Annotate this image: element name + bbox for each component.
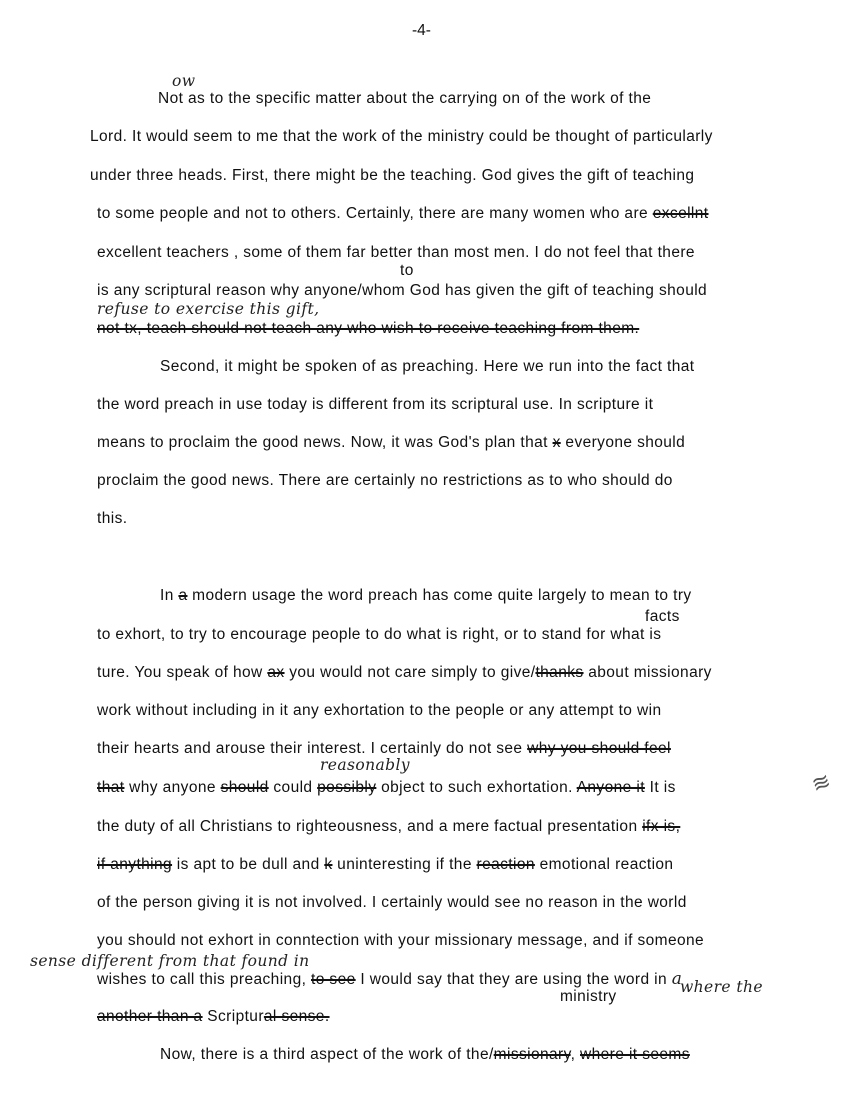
- text-line: [97, 818, 680, 836]
- text-segment: work without including in it any exhortation to the people or any attempt to win: [97, 702, 662, 719]
- text-segment: of the person giving it is not involved. I certainly would see no reason in the world: [97, 894, 687, 911]
- text-line: [97, 510, 127, 528]
- text-segment: the word preach in use today is different from its scriptural use. In scripture it: [97, 396, 654, 413]
- struck-text: to see: [311, 971, 356, 988]
- typed-insertion: facts: [645, 608, 680, 625]
- page-number: -4-: [412, 22, 431, 39]
- struck-text: k: [324, 856, 333, 873]
- struck-text: possibly: [317, 779, 377, 796]
- text-line: [90, 167, 694, 185]
- struck-text: another than a: [97, 1008, 203, 1025]
- text-line: [97, 664, 712, 682]
- text-line: [97, 932, 704, 950]
- text-segment: under three heads. First, there might be the teaching. God gives the gift of teaching: [90, 167, 695, 184]
- text-segment: their hearts and arouse their interest. I certainly do not see: [97, 740, 528, 757]
- struck-text: ax: [267, 664, 285, 681]
- margin-tick-marks: ≋: [808, 767, 834, 798]
- text-line: [97, 472, 673, 490]
- struck-text: al sense.: [263, 1008, 330, 1025]
- text-segment: I would say that they are using the word in: [355, 971, 672, 988]
- text-line: [97, 434, 685, 452]
- text-segment: Now, there is a third aspect of the work of the/: [160, 1046, 494, 1063]
- text-line: [97, 244, 695, 262]
- text-segment: why anyone: [124, 779, 221, 796]
- text-segment: the duty of all Christians to righteousness, and a mere factual presentation: [97, 818, 643, 835]
- text-segment: to exhort, to try to encourage people to do what is right, or to stand for what is: [97, 626, 662, 643]
- text-segment: excellent teachers , some of them far better than most men. I do not feel that there: [97, 244, 695, 261]
- handwritten-insertion: where the: [680, 978, 763, 996]
- struck-text: Anyone it: [576, 779, 645, 796]
- text-segment: Scriptur: [202, 1008, 264, 1025]
- struck-text: missionary: [493, 1046, 571, 1063]
- text-segment: modern usage the word preach has come quite largely to mean to try: [187, 587, 692, 604]
- text-segment: everyone should: [560, 434, 686, 451]
- text-segment: about missionary: [583, 664, 712, 681]
- text-segment: is any scriptural reason why anyone/whom God has given the gift of teaching should: [97, 282, 708, 299]
- text-line: [97, 282, 707, 300]
- struck-text: that: [97, 779, 125, 796]
- text-line: [97, 205, 709, 223]
- text-segment: this.: [97, 510, 128, 527]
- struck-text: reaction: [476, 856, 535, 873]
- text-segment: In: [160, 587, 179, 604]
- struck-text: ifx is,: [642, 818, 681, 835]
- struck-text: should: [220, 779, 269, 796]
- handwritten-text: a: [671, 969, 682, 989]
- text-line: [97, 970, 681, 989]
- handwritten-insertion: refuse to exercise this gift,: [97, 300, 320, 318]
- text-segment: ture. You speak of how: [97, 664, 268, 681]
- text-line: [97, 894, 687, 912]
- text-segment: Not: [158, 90, 184, 107]
- text-segment: you should not exhort in conntection with your missionary message, and if someone: [97, 932, 705, 949]
- text-segment: could: [268, 779, 318, 796]
- struck-text: where it seems: [580, 1046, 690, 1063]
- text-segment: Second, it might be spoken of as preaching. Here we run into the fact that: [160, 358, 695, 375]
- struck-text: if anything: [97, 856, 173, 873]
- text-line: [160, 1046, 690, 1064]
- struck-text: thanks: [535, 664, 584, 681]
- struck-text: not tx, teach should not teach any who wish to receive teaching from them.: [97, 320, 640, 337]
- text-line: [97, 1008, 330, 1026]
- text-line: [158, 90, 651, 108]
- text-segment: proclaim the good news. There are certainly no restrictions as to who should do: [97, 472, 673, 489]
- text-line: [97, 702, 661, 720]
- text-segment: is apt to be dull and: [172, 856, 325, 873]
- text-line: [160, 358, 695, 376]
- text-segment: you would not care simply to give/: [284, 664, 536, 681]
- text-line: [97, 779, 676, 797]
- struck-text: why you should feel: [527, 740, 671, 757]
- typed-insertion: ministry: [560, 988, 617, 1005]
- text-line: [90, 128, 713, 146]
- text-segment: Lord. It would seem to me that the work of the ministry could be thought of particularly: [90, 128, 713, 145]
- text-segment: wishes to call this preaching,: [97, 971, 311, 988]
- text-segment: ,: [570, 1046, 581, 1063]
- struck-text: excellnt: [652, 205, 709, 222]
- text-line: [97, 856, 673, 874]
- handwritten-insertion: ow: [172, 72, 196, 90]
- struck-text: x: [552, 434, 561, 451]
- text-segment: uninteresting if the: [332, 856, 477, 873]
- text-line: [160, 587, 692, 605]
- text-line: [97, 626, 661, 644]
- struck-text: a: [178, 587, 188, 604]
- typed-insertion: to: [400, 262, 414, 279]
- handwritten-insertion: reasonably: [320, 756, 410, 774]
- text-line: [97, 396, 653, 414]
- handwritten-insertion: sense different from that found in: [30, 952, 310, 970]
- text-segment: as to the specific matter about the carrying on of the work of the: [183, 90, 652, 107]
- text-line: [97, 320, 639, 338]
- text-segment: emotional reaction: [534, 856, 674, 873]
- text-segment: object to such exhortation.: [376, 779, 577, 796]
- text-segment: to some people and not to others. Certainly, there are many women who are: [97, 205, 653, 222]
- text-segment: It is: [644, 779, 676, 796]
- text-segment: means to proclaim the good news. Now, it was God's plan that: [97, 434, 553, 451]
